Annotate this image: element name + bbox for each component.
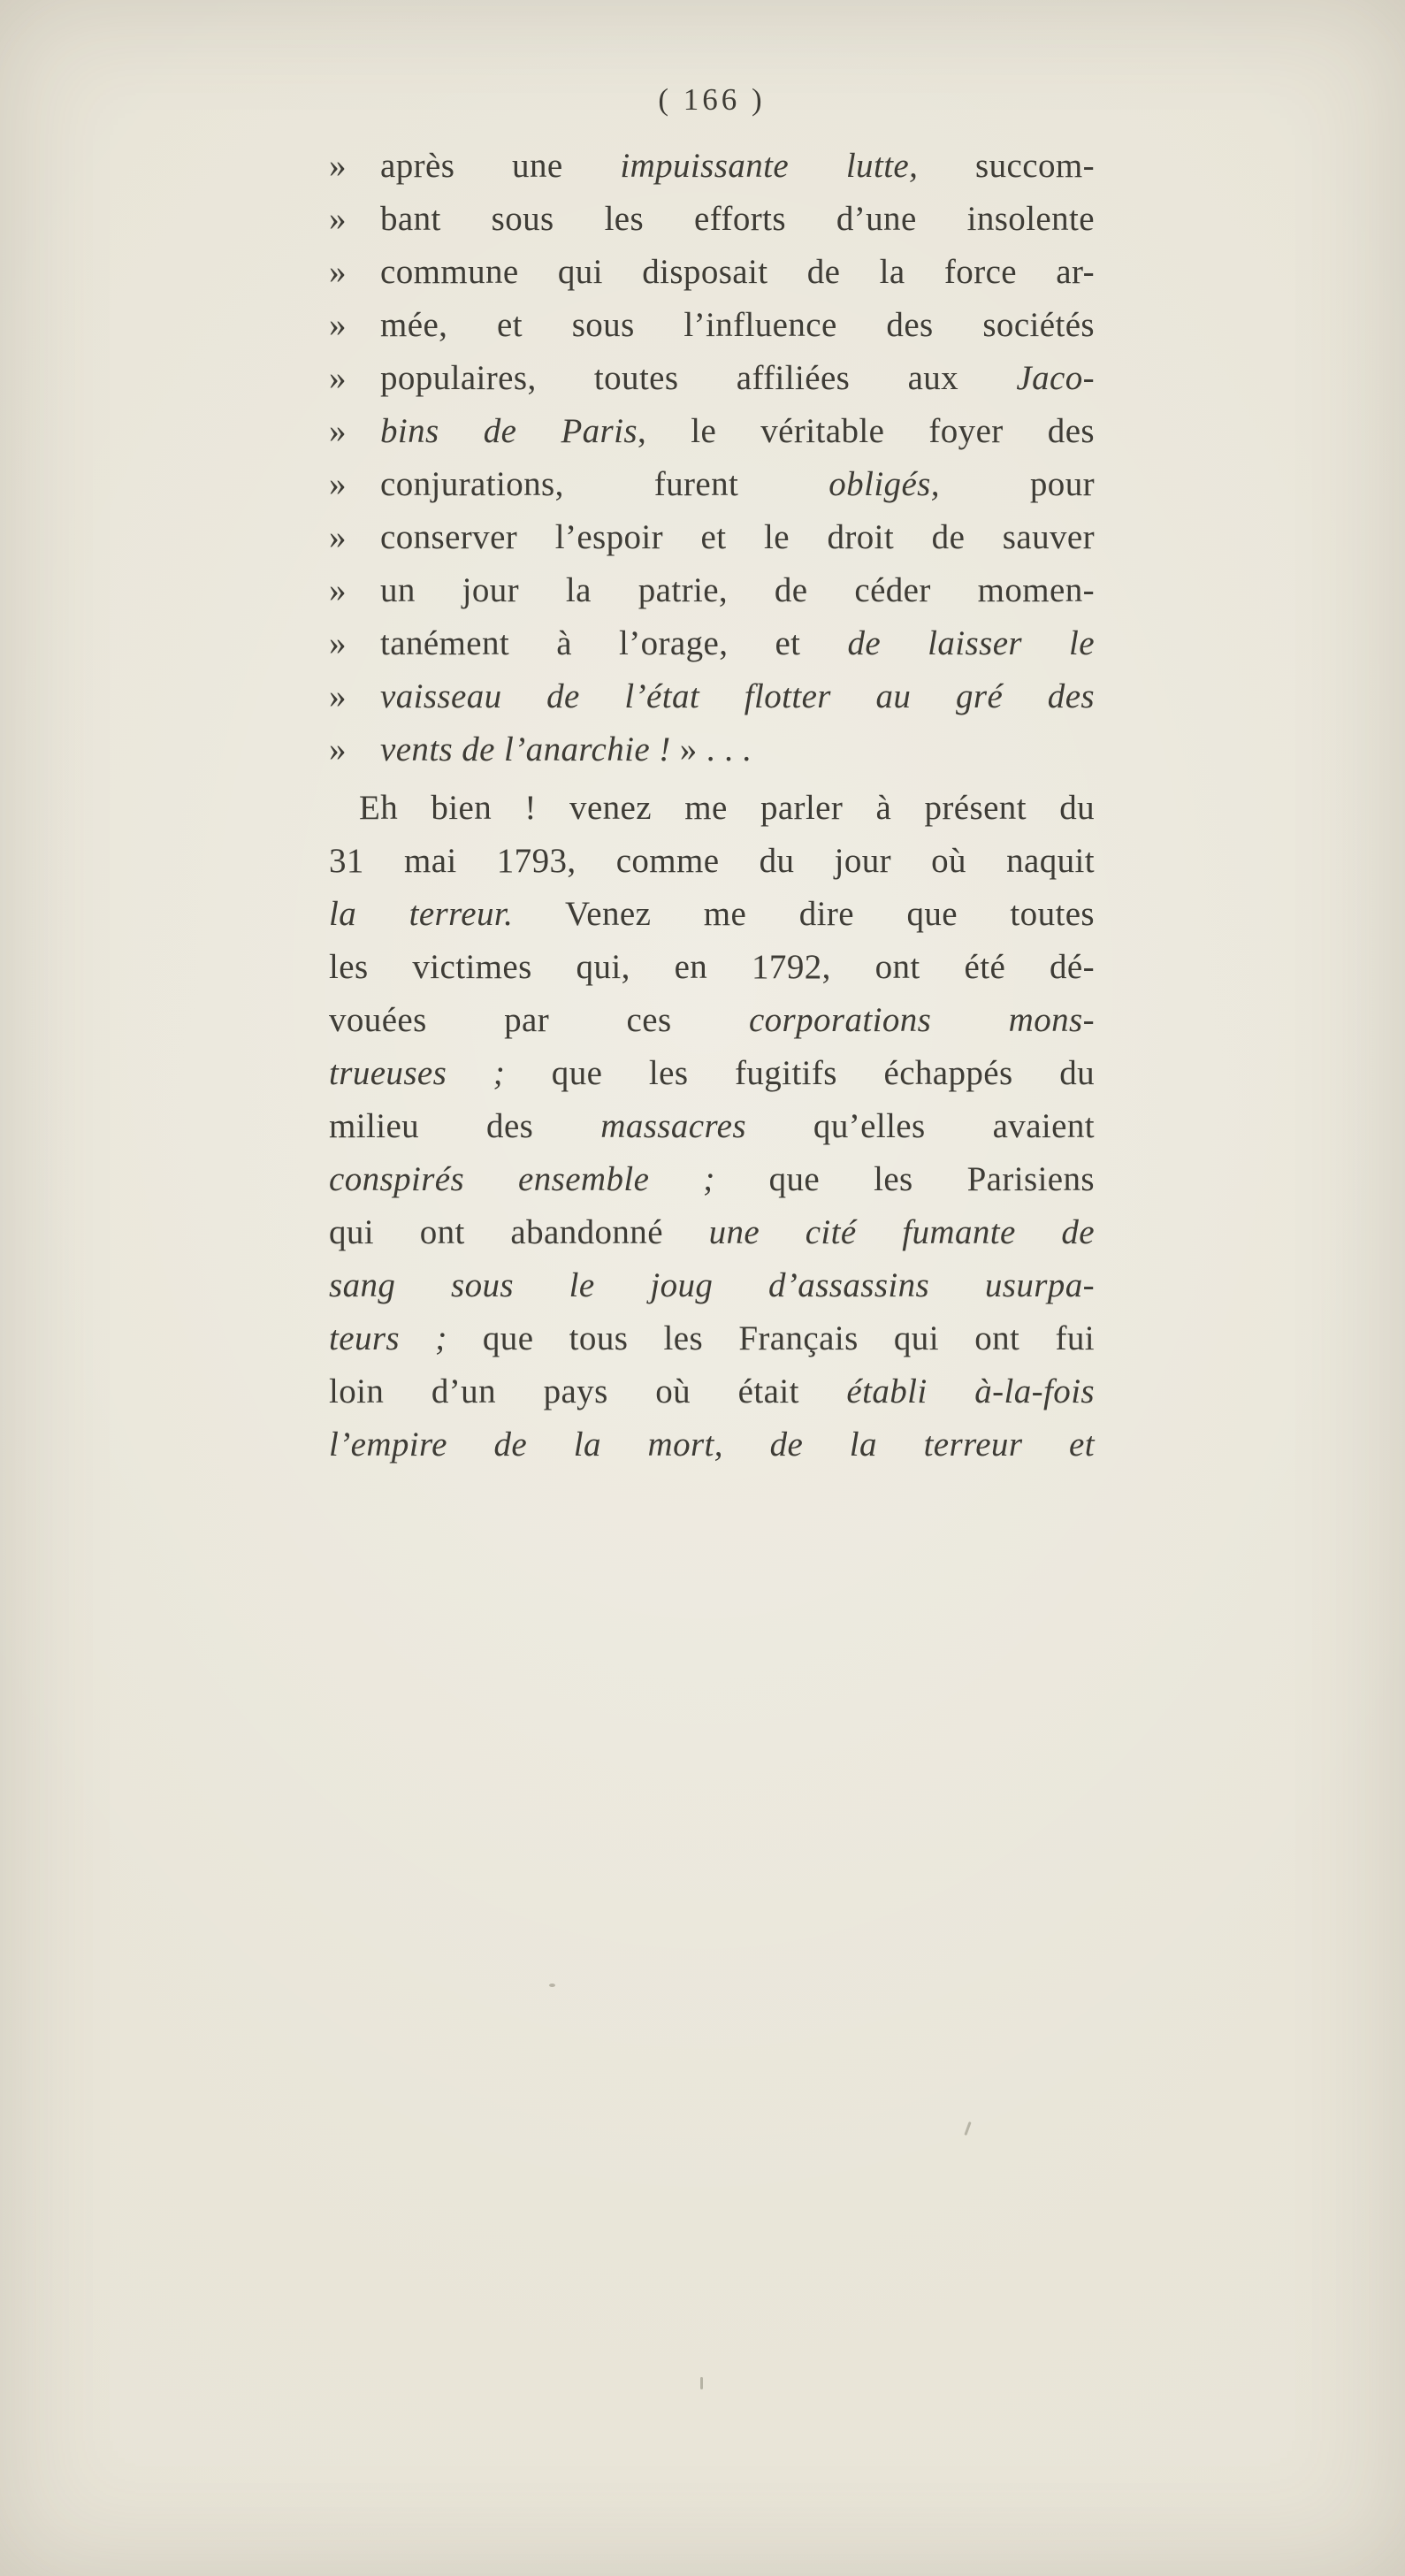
paragraph-line (329, 1206, 1095, 1259)
italic-text-segment: massacres (600, 1107, 746, 1145)
text-segment: 31 mai 1793, comme du jour où naquit (329, 842, 1095, 880)
text-segment: , le véritable foyer des (637, 412, 1095, 450)
quote-line (329, 670, 1095, 723)
italic-text-segment: sang sous le joug d’assassins usurpa- (329, 1266, 1095, 1304)
quote-line (329, 352, 1095, 405)
quote-line-text (380, 299, 1095, 352)
quote-line-text (380, 723, 1095, 776)
text-segment: mée, et sous l’influence des sociétés (380, 306, 1095, 344)
italic-text-segment: obligés, (828, 465, 940, 503)
quote-mark: » (329, 359, 347, 397)
italic-text-segment: vaisseau de l’état flotter au gré des (380, 677, 1095, 715)
paragraph-line (329, 994, 1095, 1047)
italic-text-segment: corporations mons- (748, 1001, 1095, 1039)
quote-line (329, 299, 1095, 352)
text-area (329, 78, 1095, 1471)
italic-text-segment: trueuses ; (329, 1054, 506, 1092)
italic-text-segment: bins de Paris (380, 412, 638, 450)
quote-mark: » (329, 253, 347, 291)
italic-text-segment: impuissante lutte, (620, 147, 919, 185)
text-segment: que tous les Français qui ont fui (447, 1319, 1096, 1357)
quote-mark: » (329, 147, 347, 185)
italic-text-segment: établi à-la-fois (846, 1372, 1096, 1410)
italic-text-segment: conspirés ensemble ; (329, 1160, 715, 1198)
text-segment: Eh bien ! venez me parler à présent du (359, 789, 1095, 827)
paragraph-line (329, 835, 1095, 888)
text-segment: les victimes qui, en 1792, ont été dé- (329, 948, 1095, 986)
paragraph-line (329, 1259, 1095, 1312)
quote-mark: » (329, 465, 347, 503)
text-segment: que les fugitifs échappés du (505, 1054, 1095, 1092)
italic-text-segment: une cité fumante de (708, 1213, 1095, 1251)
paragraph-line (329, 1312, 1095, 1365)
page-number: ( 166 ) (658, 82, 766, 117)
quote-line (329, 193, 1095, 246)
paragraph-line (329, 782, 1095, 835)
quote-mark: » (329, 306, 347, 344)
quote-mark: » (329, 571, 347, 609)
text-segment: bant sous les efforts d’une insolente (380, 200, 1095, 238)
quote-line-text (380, 458, 1095, 511)
quote-line (329, 458, 1095, 511)
quote-line-text (380, 352, 1095, 405)
quote-line (329, 617, 1095, 670)
text-segment: » . . . (670, 730, 752, 768)
text-segment: que les Parisiens (714, 1160, 1095, 1198)
paragraph-line (329, 1418, 1095, 1471)
quote-line-text (380, 140, 1095, 193)
text-segment: qui ont abandonné (329, 1213, 709, 1251)
quote-mark: » (329, 518, 347, 556)
quote-line (329, 405, 1095, 458)
paragraph-line (329, 1047, 1095, 1100)
text-segment: tanément à l’orage, et (380, 624, 848, 662)
text-segment: pour (939, 465, 1095, 503)
quote-mark: » (329, 200, 347, 238)
paragraph-line (329, 1100, 1095, 1153)
italic-text-segment: l’empire de la mort, de la terreur et (329, 1426, 1095, 1464)
quote-line-text (380, 617, 1095, 670)
italic-text-segment: teurs ; (329, 1319, 447, 1357)
scan-speck (549, 1984, 555, 1987)
paragraph-block (329, 782, 1095, 1471)
text-segment: Venez me dire que toutes (513, 895, 1095, 933)
scan-speck (700, 2377, 703, 2389)
text-segment: un jour la patrie, de céder momen- (380, 571, 1095, 609)
quote-mark: » (329, 412, 347, 450)
quote-line (329, 511, 1095, 564)
quote-line-text (380, 246, 1095, 299)
quote-line-text (380, 564, 1095, 617)
text-segment: populaires, toutes affiliées aux (380, 359, 1017, 397)
quote-line-text (380, 670, 1095, 723)
italic-text-segment: de laisser le (847, 624, 1096, 662)
quote-line (329, 564, 1095, 617)
paragraph-line (329, 888, 1095, 941)
text-segment: qu’elles avaient (745, 1107, 1095, 1145)
quote-line (329, 723, 1095, 776)
text-segment: après une (380, 147, 621, 185)
quote-line-text (380, 193, 1095, 246)
quote-block (329, 140, 1095, 776)
paragraph-line (329, 1153, 1095, 1206)
text-segment: succom- (918, 147, 1095, 185)
italic-text-segment: la terreur. (329, 895, 514, 933)
quote-line (329, 246, 1095, 299)
text-segment: milieu des (329, 1107, 601, 1145)
italic-text-segment: Jaco- (1016, 359, 1095, 397)
quote-line (329, 140, 1095, 193)
scan-speck (964, 2121, 971, 2136)
text-segment: conserver l’espoir et le droit de sauver (380, 518, 1095, 556)
text-segment: vouées par ces (329, 1001, 749, 1039)
quote-mark: » (329, 730, 347, 768)
text-segment: loin d’un pays où était (329, 1372, 847, 1410)
quote-mark: » (329, 677, 347, 715)
paragraph-line (329, 941, 1095, 994)
italic-text-segment: vents de l’anarchie ! (380, 730, 671, 768)
text-segment: conjurations, furent (380, 465, 829, 503)
quote-mark: » (329, 624, 347, 662)
quote-line-text (380, 405, 1095, 458)
paragraph-line (329, 1365, 1095, 1418)
quote-line-text (380, 511, 1095, 564)
text-segment: commune qui disposait de la force ar- (380, 253, 1095, 291)
